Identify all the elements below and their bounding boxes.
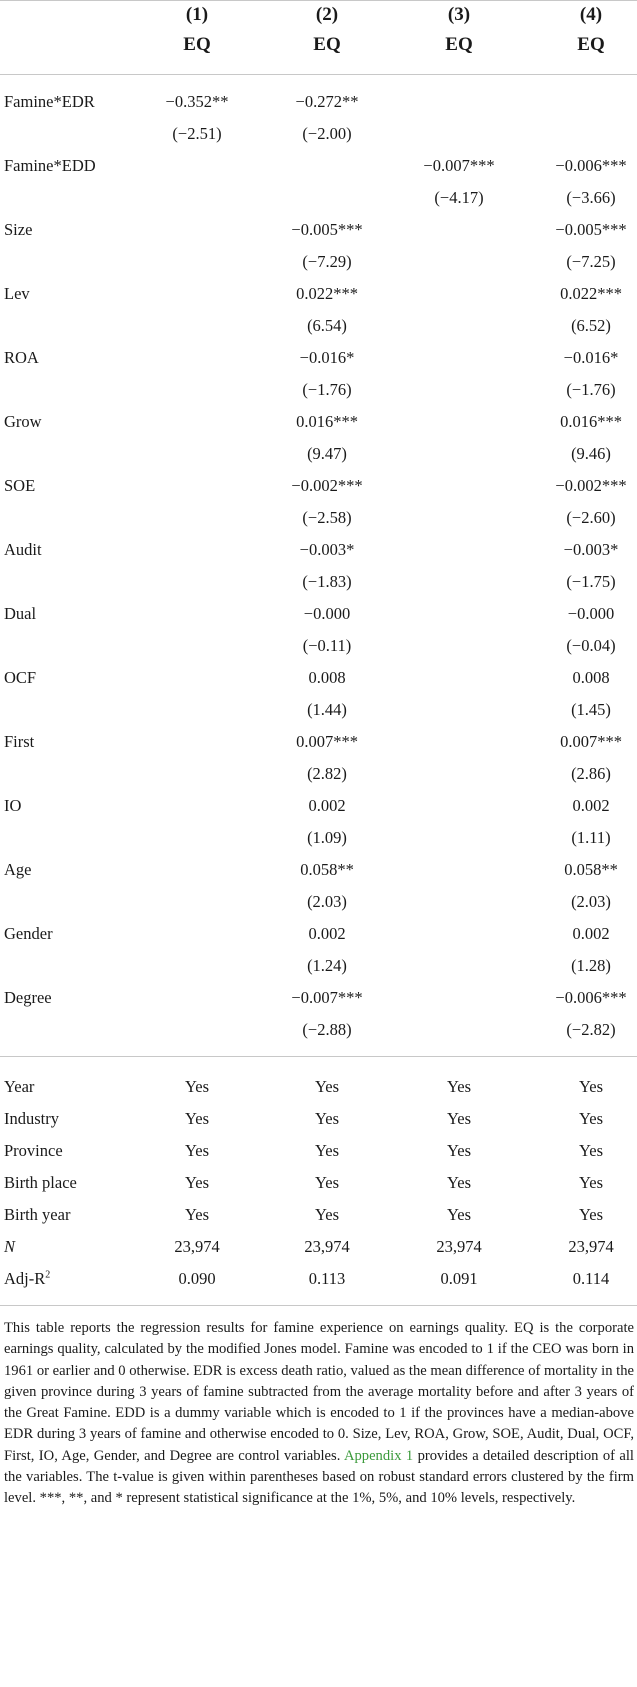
cell-col-2: (1.09) <box>307 828 347 847</box>
row-label <box>4 342 39 374</box>
row-label <box>4 598 36 630</box>
cell-col-2: (−0.11) <box>302 636 352 655</box>
row-label <box>4 278 30 310</box>
cell-col-3: Yes <box>446 1109 471 1128</box>
cell-col-4: (−2.82) <box>566 1020 616 1039</box>
cell-col-4: (−0.04) <box>566 636 616 655</box>
cell-col-4: −0.002*** <box>555 476 627 495</box>
cell-col-2: (−2.00) <box>302 124 352 143</box>
cell-col-4: (1.11) <box>571 828 611 847</box>
table-row <box>0 1167 637 1199</box>
table-row <box>0 470 637 502</box>
cell-col-2: Yes <box>314 1077 339 1096</box>
row-label <box>4 214 32 246</box>
row-label-text: Audit <box>4 540 42 559</box>
cell-col-4: 0.114 <box>572 1269 610 1288</box>
controls-rule <box>0 1056 637 1057</box>
row-label-text: IO <box>4 796 22 815</box>
cell-col-4: −0.000 <box>567 604 615 623</box>
header-col-3-num: (3) <box>447 4 471 25</box>
cell-col-2: Yes <box>314 1141 339 1160</box>
cell-col-2: (1.44) <box>307 700 347 719</box>
cell-col-2: −0.005*** <box>291 220 363 239</box>
table-row <box>0 1103 637 1135</box>
cell-col-2: Yes <box>314 1205 339 1224</box>
table-row <box>0 278 637 310</box>
cell-col-2: (−2.88) <box>302 1020 352 1039</box>
table-row <box>0 1199 637 1231</box>
cell-col-2: Yes <box>314 1109 339 1128</box>
cell-col-4: 0.007*** <box>560 732 622 751</box>
cell-col-4: (2.86) <box>571 764 611 783</box>
table-row <box>0 1014 637 1046</box>
cell-col-4: (−2.60) <box>566 508 616 527</box>
cell-col-2: −0.003* <box>299 540 355 559</box>
cell-col-2: (2.03) <box>307 892 347 911</box>
cell-col-1: −0.352** <box>165 92 229 111</box>
cell-col-4: Yes <box>578 1173 603 1192</box>
cell-col-2: 0.007*** <box>296 732 358 751</box>
header-col-3-label: EQ <box>445 34 473 55</box>
cell-col-2: (6.54) <box>307 316 347 335</box>
table-row <box>0 214 637 246</box>
table-row <box>0 790 637 822</box>
cell-col-2: 23,974 <box>304 1237 350 1256</box>
cell-col-1: Yes <box>184 1141 209 1160</box>
table-row <box>0 950 637 982</box>
row-label-text: OCF <box>4 668 37 687</box>
table-row <box>0 534 637 566</box>
table-row <box>0 406 637 438</box>
cell-col-4: 0.058** <box>564 860 618 879</box>
table-row <box>0 886 637 918</box>
table-row <box>0 86 637 118</box>
row-label <box>4 726 34 758</box>
header-col-2-label: EQ <box>313 34 341 55</box>
header-col-2-num: (2) <box>315 4 339 25</box>
cell-col-1: Yes <box>184 1173 209 1192</box>
cell-col-4: −0.006*** <box>555 156 627 175</box>
row-label-text: Gender <box>4 924 53 943</box>
table-row <box>0 1071 637 1103</box>
cell-col-1: 23,974 <box>174 1237 220 1256</box>
cell-col-2: Yes <box>314 1173 339 1192</box>
row-label-text: Famine*EDD <box>4 156 96 175</box>
cell-col-4: (−1.75) <box>566 572 616 591</box>
header-col-4-num: (4) <box>579 4 603 25</box>
cell-col-2: −0.272** <box>295 92 359 111</box>
cell-col-2: 0.002 <box>308 924 346 943</box>
table-row <box>0 374 637 406</box>
table-row <box>0 342 637 374</box>
cell-col-2: (−2.58) <box>302 508 352 527</box>
row-label-text: Birth year <box>4 1205 71 1224</box>
table-row <box>0 982 637 1014</box>
header-rule <box>0 74 637 75</box>
cell-col-4: 0.022*** <box>560 284 622 303</box>
cell-col-2: (1.24) <box>307 956 347 975</box>
table-row <box>0 246 637 278</box>
row-label <box>4 982 52 1014</box>
cell-col-1: (−2.51) <box>172 124 222 143</box>
row-label-text: Lev <box>4 284 30 303</box>
row-label <box>4 1071 34 1103</box>
cell-col-4: 0.002 <box>572 924 610 943</box>
cell-col-2: 0.058** <box>300 860 354 879</box>
row-label <box>4 1231 15 1263</box>
cell-col-2: −0.007*** <box>291 988 363 1007</box>
row-label <box>4 854 32 886</box>
table-row <box>0 566 637 598</box>
row-label <box>4 790 21 822</box>
appendix-link[interactable]: Appendix 1 <box>343 1447 414 1464</box>
cell-col-4: 0.002 <box>572 796 610 815</box>
cell-col-2: −0.016* <box>299 348 355 367</box>
cell-col-1: Yes <box>184 1109 209 1128</box>
table-row <box>0 310 637 342</box>
cell-col-4: Yes <box>578 1205 603 1224</box>
table-row <box>0 1231 637 1263</box>
row-label <box>4 918 53 950</box>
row-label <box>4 662 36 694</box>
table-row <box>0 630 637 662</box>
header-col-1-num: (1) <box>185 4 209 25</box>
row-label-text: N <box>4 1237 16 1256</box>
cell-col-1: Yes <box>184 1205 209 1224</box>
table-row <box>0 662 637 694</box>
cell-col-3: Yes <box>446 1205 471 1224</box>
cell-col-3: 0.091 <box>440 1269 478 1288</box>
bottom-rule <box>0 1305 637 1306</box>
header-col-4-label: EQ <box>577 34 605 55</box>
cell-col-1: Yes <box>184 1077 209 1096</box>
table-row <box>0 1135 637 1167</box>
cell-col-4: −0.006*** <box>555 988 627 1007</box>
table-row <box>0 918 637 950</box>
cell-col-4: −0.003* <box>563 540 619 559</box>
table-row <box>0 758 637 790</box>
cell-col-4: 23,974 <box>568 1237 614 1256</box>
cell-col-3: Yes <box>446 1077 471 1096</box>
cell-col-3: 23,974 <box>436 1237 482 1256</box>
cell-col-1: 0.090 <box>178 1269 216 1288</box>
cell-col-2: 0.002 <box>308 796 346 815</box>
table-row <box>0 854 637 886</box>
cell-col-2: −0.000 <box>303 604 351 623</box>
row-label <box>4 1263 50 1295</box>
table-row <box>0 438 637 470</box>
row-label <box>4 1135 63 1167</box>
cell-col-2: 0.016*** <box>296 412 358 431</box>
table-row <box>0 502 637 534</box>
row-label-text: First <box>4 732 35 751</box>
cell-col-4: Yes <box>578 1077 603 1096</box>
cell-col-2: 0.008 <box>308 668 346 687</box>
cell-col-4: (1.28) <box>571 956 611 975</box>
note-text-after: provides a detailed description of all the variables. The t-value is given within parentheses based on robust standard errors clustered by the firm level. ***, **, and * represent statistical significance at the 1%, 5%, and 10% levels, respectively. <box>4 1447 634 1507</box>
note-text: This table reports the regression results for famine experience on earnings quality. EQ is the corporate earnings quality, calculated by the modified Jones model. Famine was encoded to 1 if the CEO was born in 1961 or earlier and 0 otherwise. EDR is excess death ratio, valued as the mean difference of mortality in the given province during 3 years of famine subtracted from the average mortality before and after 3 years of the Great Famine. EDD is a dummy variable which is encoded to 1 if the provinces have a median-above EDR during 3 years of famine and otherwise encoded to 0. Size, Lev, ROA, Grow, SOE, Audit, Dual, OCF, First, IO, Age, Gender, and Degree are control variables. <box>4 1320 634 1464</box>
row-label-text: Grow <box>4 412 42 431</box>
row-label-text: Age <box>4 860 32 879</box>
cell-col-4: (−3.66) <box>566 188 616 207</box>
cell-col-4: (−7.25) <box>566 252 616 271</box>
row-label <box>4 534 42 566</box>
table-row <box>0 694 637 726</box>
cell-col-3: (−4.17) <box>434 188 484 207</box>
cell-col-2: 0.113 <box>308 1269 346 1288</box>
cell-col-4: Yes <box>578 1109 603 1128</box>
row-label <box>4 1167 77 1199</box>
row-label <box>4 86 95 118</box>
cell-col-3: −0.007*** <box>423 156 495 175</box>
cell-col-4: 0.016*** <box>560 412 622 431</box>
row-label <box>4 1199 70 1231</box>
cell-col-3: Yes <box>446 1141 471 1160</box>
row-label <box>4 406 42 438</box>
table-row <box>0 118 637 150</box>
cell-col-4: (−1.76) <box>566 380 616 399</box>
cell-col-4: −0.016* <box>563 348 619 367</box>
cell-col-2: 0.022*** <box>296 284 358 303</box>
cell-col-4: (2.03) <box>571 892 611 911</box>
row-label <box>4 470 35 502</box>
table-note <box>4 1318 634 1510</box>
row-label-text: Adj-R <box>4 1269 46 1288</box>
cell-col-2: (−7.29) <box>302 252 352 271</box>
row-label <box>4 150 96 182</box>
table-row <box>0 598 637 630</box>
cell-col-2: −0.002*** <box>291 476 363 495</box>
cell-col-3: Yes <box>446 1173 471 1192</box>
table-row <box>0 150 637 182</box>
cell-col-4: (9.46) <box>571 444 611 463</box>
row-label-text: Dual <box>4 604 37 623</box>
row-label-text: SOE <box>4 476 36 495</box>
row-label-text: Year <box>4 1077 35 1096</box>
cell-col-4: Yes <box>578 1141 603 1160</box>
cell-col-2: (2.82) <box>307 764 347 783</box>
header-col-1-label: EQ <box>183 34 211 55</box>
table-row <box>0 822 637 854</box>
cell-col-4: −0.005*** <box>555 220 627 239</box>
table-row <box>0 182 637 214</box>
row-label-text: Industry <box>4 1109 59 1128</box>
table-row <box>0 726 637 758</box>
row-label-text: Degree <box>4 988 52 1007</box>
row-label-text: Famine*EDR <box>4 92 95 111</box>
row-label-text: Province <box>4 1141 63 1160</box>
row-label-text: ROA <box>4 348 39 367</box>
row-label-text: Birth place <box>4 1173 77 1192</box>
cell-col-4: (1.45) <box>571 700 611 719</box>
row-label <box>4 1103 59 1135</box>
cell-col-2: (−1.76) <box>302 380 352 399</box>
cell-col-2: (−1.83) <box>302 572 352 591</box>
row-label-superscript: 2 <box>45 1269 51 1281</box>
cell-col-4: 0.008 <box>572 668 610 687</box>
table-row <box>0 1263 637 1295</box>
row-label-text: Size <box>4 220 33 239</box>
cell-col-4: (6.52) <box>571 316 611 335</box>
cell-col-2: (9.47) <box>307 444 347 463</box>
